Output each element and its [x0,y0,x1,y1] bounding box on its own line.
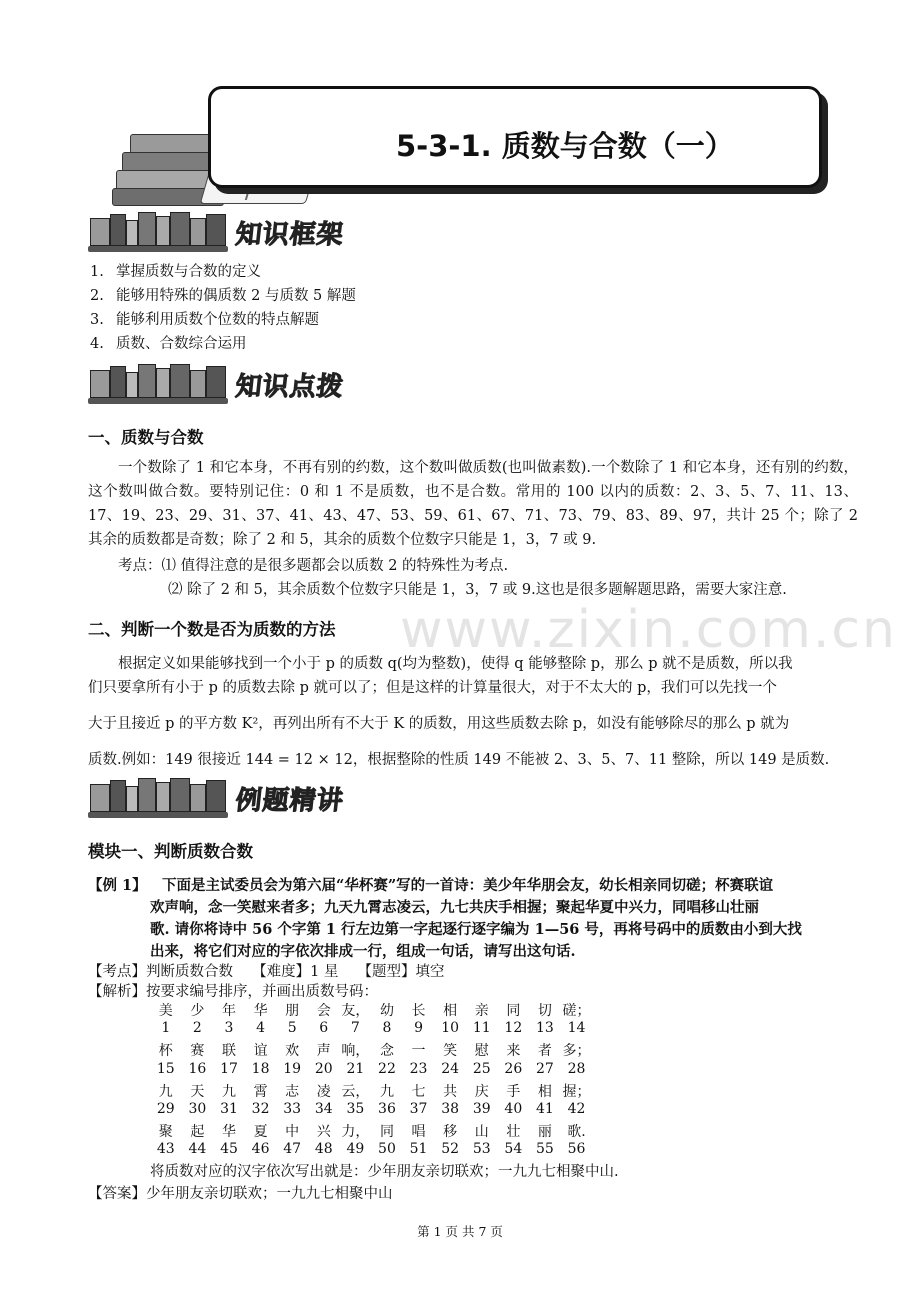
grid-cell: 33 [283,1101,302,1117]
section-title-examples: 例题精讲 [234,786,346,816]
grid-cell: 歌. [567,1124,586,1141]
grid-cell: 4 [256,1020,266,1037]
conclusion-line: 将质数对应的汉字依次写出就是：少年朋友亲切联欢；一九九七相聚中山. [150,1164,619,1180]
grid-cell: 联 [221,1043,236,1060]
grid-cell: 46 [251,1141,270,1158]
grid-cell: 43 [156,1141,175,1158]
grid-cell: 多； [562,1043,591,1060]
grid-cell: 10 [441,1020,460,1037]
section-banner-examples [88,776,378,822]
example-line-1: 下面是主试委员会为第六届“华杯赛”写的一首诗：美少年华朋会友，幼长相亲同切磋；杯赛联谊 [162,877,774,894]
grid-cell: 九 [158,1083,173,1100]
grid-cell: 移 [443,1124,458,1141]
grid-cell: 兴 [316,1124,331,1141]
grid-row [150,1081,592,1101]
grid-cell: 9 [414,1020,423,1037]
grid-cell: 44 [188,1141,207,1158]
grid-cell: 12 [504,1020,523,1037]
example-meta: 【考点】判断质数合数 【难度】1 星 【题型】填空 [88,964,445,980]
grid-cell: 手 [506,1083,521,1100]
grid-cell: 共 [443,1083,458,1100]
grid-cell: 50 [378,1141,396,1158]
list-item: 1. 掌握质数与合数的定义 [90,264,261,280]
grid-cell: 41 [536,1101,554,1117]
grid-cell: 34 [314,1101,333,1117]
grid-cell: 8 [382,1020,392,1037]
grid-cell: 31 [220,1101,238,1117]
grid-cell: 幼 [379,1003,394,1019]
grid-cell: 九 [221,1083,236,1100]
list-item: 3. 能够利用质数个位数的特点解题 [90,312,319,328]
heading-part1: 一、质数与合数 [88,428,204,447]
grid-row [150,1000,592,1020]
grid-row [150,1020,592,1036]
grid-cell: 56 [567,1141,586,1158]
page-footer: 第 1 页 共 7 页 [417,1224,503,1239]
grid-cell: 48 [314,1141,333,1158]
grid-cell: 七 [411,1083,426,1100]
grid-cell: 响， [341,1043,370,1060]
grid-cell: 40 [504,1101,523,1117]
grid-cell: 6 [319,1020,329,1037]
section-title-framework: 知识框架 [234,220,346,250]
grid-cell: 55 [536,1141,554,1158]
grid-cell: 长 [411,1003,426,1019]
grid-cell: 霄 [253,1083,268,1100]
grid-cell: 年 [221,1003,236,1019]
grid-row [150,1040,592,1060]
method-line-3: 大于且接近 p 的平方数 K²，再列出所有不大于 K 的质数，用这些质数去除 p，如没有能够除尽的那么 p 就为 [88,716,790,732]
grid-cell: 26 [504,1060,523,1077]
grid-cell: 磋； [562,1003,591,1019]
watermark: www.zixin.com.cn [400,600,897,660]
grid-cell: 唱 [411,1124,426,1141]
method-line-4: 质数.例如：149 很接近 144 = 12 × 12，根据整除的性质 149 不能被 2、3、5、7、11 整除，所以 149 是质数. [88,752,830,768]
grid-cell: 29 [156,1101,175,1117]
grid-cell: 力， [341,1124,370,1141]
grid-cell: 中 [285,1124,300,1141]
grid-cell: 17 [220,1060,238,1077]
example-line-4: 出来，将它们对应的字依次排成一行，组成一句话，请写出这句话. [150,943,576,960]
grid-cell: 5 [287,1020,297,1037]
grid-cell: 谊 [253,1043,268,1060]
grid-cell: 会 [316,1003,331,1019]
grid-cell: 32 [251,1101,270,1117]
method-line-1: 根据定义如果能够找到一个小于 p 的质数 q(均为整数)，使得 q 能够整除 p，那么 p 就不是质数，所以我 [118,656,793,672]
answer-line: 【答案】少年朋友亲切联欢；一九九七相聚中山 [88,1186,393,1202]
grid-cell: 杯 [158,1043,173,1060]
grid-cell: 相 [443,1003,458,1019]
grid-cell: 同 [506,1003,521,1019]
tip-line-2: ⑵ 除了 2 和 5，其余质数个位数字只能是 1，3，7 或 9.这也是很多题解题思路，需要大家注意. [168,582,787,598]
grid-cell: 切 [537,1003,552,1019]
page-title: 5-3-1. 质数与合数（一） [396,129,734,163]
grid-cell: 相 [537,1083,552,1100]
grid-cell: 赛 [190,1043,205,1060]
grid-cell: 友， [341,1003,370,1019]
grid-cell: 美 [158,1003,173,1019]
grid-cell: 7 [350,1020,360,1037]
grid-cell: 握； [562,1083,591,1100]
example-line-2: 欢声响，念一笑慰来者多；九天九霄志凌云，九七共庆手相握；聚起华夏中兴力，同唱移山壮丽 [150,899,759,916]
grid-cell: 聚 [158,1124,173,1141]
grid-cell: 壮 [506,1124,521,1141]
heading-part2: 二、判断一个数是否为质数的方法 [88,620,336,639]
grid-cell: 凌 [316,1083,331,1100]
grid-cell: 夏 [253,1124,268,1141]
grid-cell: 21 [346,1060,365,1077]
grid-cell: 35 [346,1101,365,1117]
example-line-3: 歌. 请你将诗中 56 个字第 1 行左边第一字起逐行逐字编为 1—56 号，再将号码中的质数由小到大找 [150,921,802,938]
grid-cell: 声 [316,1043,331,1060]
grid-cell: 24 [441,1060,460,1077]
grid-cell: 28 [567,1060,586,1077]
grid-cell: 九 [379,1083,394,1100]
grid-cell: 22 [378,1060,396,1077]
grid-cell: 18 [251,1060,270,1077]
grid-cell: 庆 [474,1083,489,1100]
grid-cell: 15 [156,1060,175,1077]
section-title-points: 知识点拨 [234,372,346,402]
grid-cell: 39 [472,1101,491,1117]
grid-cell: 云， [341,1083,370,1100]
grid-cell: 51 [409,1141,428,1158]
grid-cell: 11 [472,1020,491,1037]
grid-cell: 华 [253,1003,268,1019]
grid-cell: 45 [220,1141,238,1158]
example-label: 【例 1】 [88,877,147,894]
grid-cell: 朋 [285,1003,300,1019]
grid-cell: 来 [506,1043,521,1060]
grid-cell: 1 [161,1020,171,1037]
grid-row [150,1121,592,1141]
grid-row [150,1061,592,1077]
analysis-intro: 【解析】按要求编号排序，并画出质数号码： [88,984,378,1000]
grid-cell: 笑 [443,1043,458,1060]
grid-cell: 志 [285,1083,300,1100]
grid-cell: 52 [441,1141,460,1158]
list-item: 2. 能够用特殊的偶质数 2 与质数 5 解题 [90,288,356,304]
grid-cell: 49 [346,1141,365,1158]
grid-cell: 36 [378,1101,396,1117]
grid-row [150,1101,592,1117]
paragraph-definition: 一个数除了 1 和它本身，不再有别的约数，这个数叫做质数(也叫做素数).一个数除了 1 和它本身，还有别的约数，这个数叫做合数。要特别记住：0 和 1 不是质数，也不是合数。常用的 100 以内的质数：2、3、5、7、11、13、17、19、23、29、31、37、41、43、47、53、59、61、67、71、73、79、83、89、97，共计 25 个；除了 2 其余的质数都是奇数；除了 2 和 5，其余的质数个位数字只能是 1，3，7 或 9. [88,460,858,548]
grid-cell: 山 [474,1124,489,1141]
grid-cell: 54 [504,1141,523,1158]
grid-cell: 天 [190,1083,205,1100]
grid-cell: 3 [224,1020,234,1037]
tip-line-1: 考点：⑴ 值得注意的是很多题都会以质数 2 的特殊性为考点. [118,558,509,574]
grid-cell: 38 [441,1101,460,1117]
grid-row [150,1141,592,1157]
section-banner-framework [88,210,378,256]
grid-cell: 20 [314,1060,333,1077]
method-line-2: 们只要拿所有小于 p 的质数去除 p 就可以了；但是这样的计算量很大，对于不太大的 p，我们可以先找一个 [88,680,777,696]
grid-cell: 起 [190,1124,205,1141]
grid-cell: 25 [472,1060,491,1077]
grid-cell: 19 [283,1060,302,1077]
grid-cell: 2 [192,1020,202,1037]
grid-cell: 37 [409,1101,428,1117]
section-banner-points [88,362,378,408]
grid-cell: 同 [379,1124,394,1141]
grid-cell: 53 [472,1141,491,1158]
grid-cell: 丽 [537,1124,552,1141]
grid-cell: 23 [409,1060,428,1077]
list-item: 4. 质数、合数综合运用 [90,336,247,352]
grid-cell: 30 [188,1101,207,1117]
grid-cell: 华 [221,1124,236,1141]
grid-cell: 少 [190,1003,205,1019]
grid-cell: 慰 [474,1043,489,1060]
grid-cell: 47 [283,1141,302,1158]
grid-cell: 亲 [474,1003,489,1019]
grid-cell: 13 [536,1020,554,1037]
heading-module1: 模块一、判断质数合数 [88,842,253,861]
grid-cell: 欢 [285,1043,300,1060]
grid-cell: 42 [567,1101,586,1117]
grid-cell: 16 [188,1060,207,1077]
grid-cell: 27 [536,1060,554,1077]
grid-cell: 14 [567,1020,586,1037]
grid-cell: 一 [411,1043,426,1060]
grid-cell: 者 [537,1043,552,1060]
grid-cell: 念 [379,1043,394,1060]
